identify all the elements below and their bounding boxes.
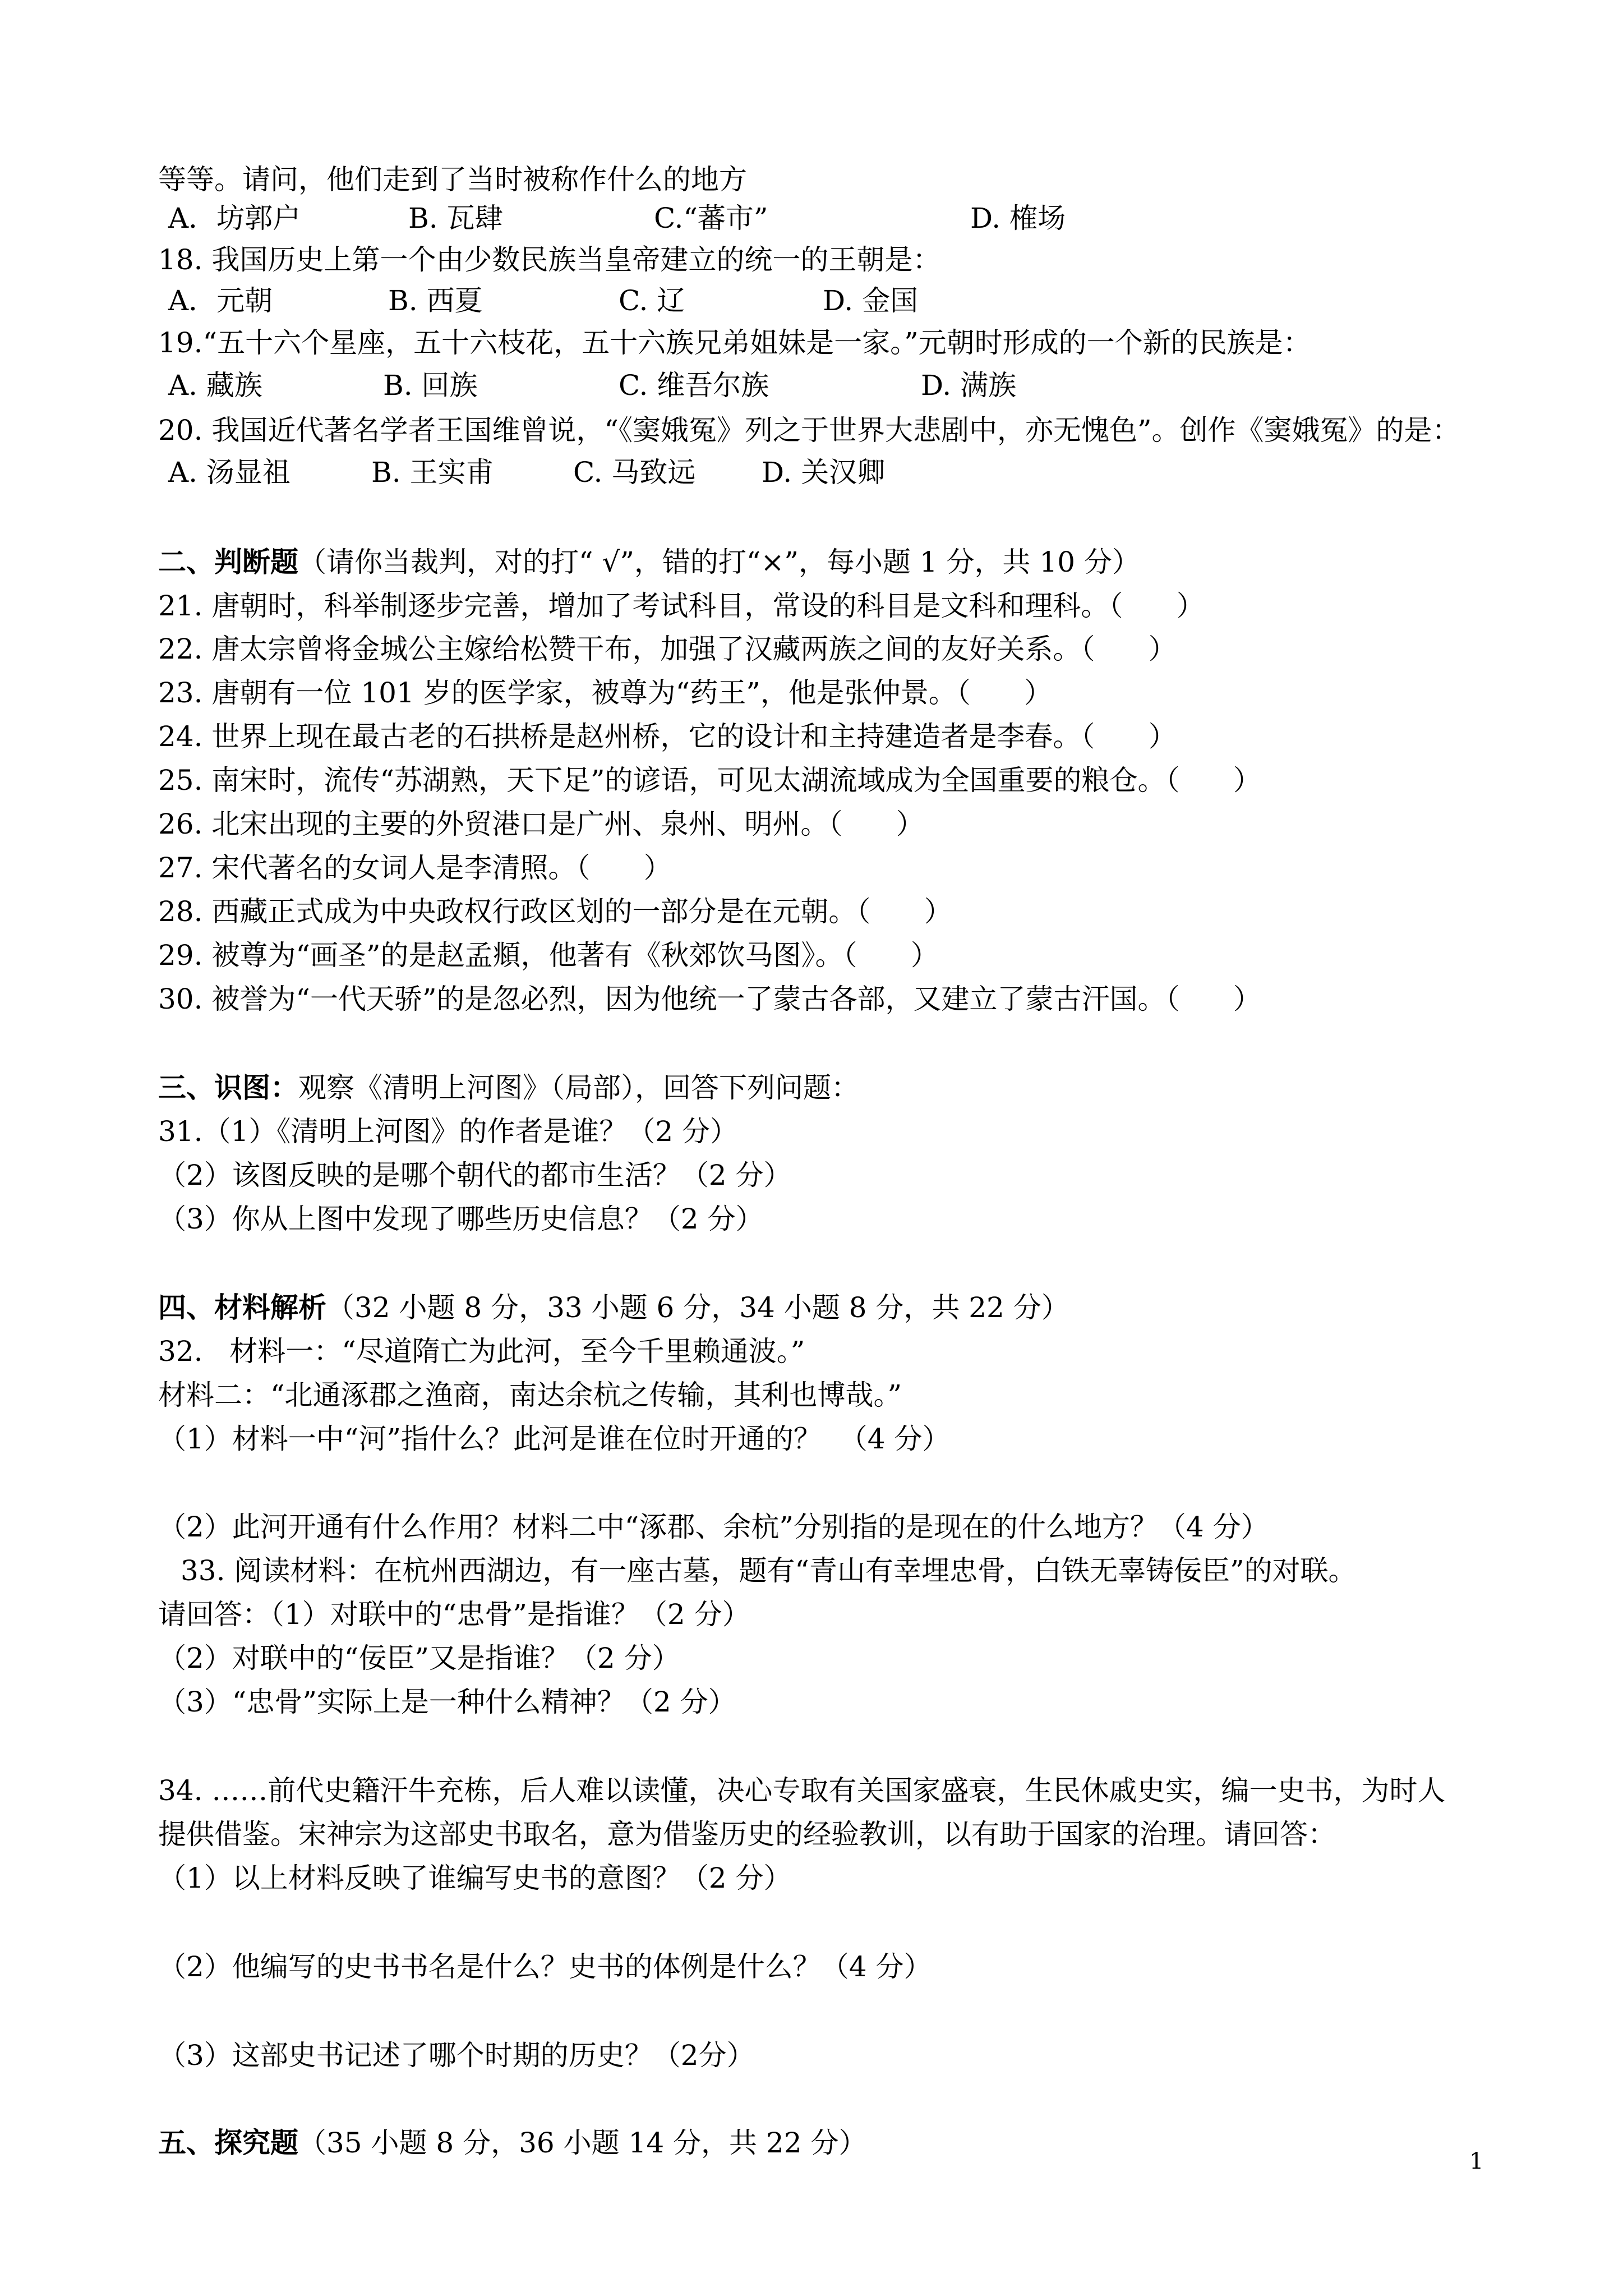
q19-text: 19.“五十六个星座，五十六枝花，五十六族兄弟姐妹是一家。”元朝时形成的一个新的民族是：	[158, 326, 1311, 359]
section4-note: （32 小题 8 分，33 小题 6 分，34 小题 8 分，共 22 分）	[326, 1291, 1069, 1324]
q33-part2: （2）对联中的“佞臣”又是指谁？（2 分）	[158, 1642, 680, 1674]
section2-heading	[158, 544, 1504, 580]
section5-title: 五、探究题	[158, 2126, 298, 2159]
q20-options	[168, 454, 1514, 490]
q17-option-b: B. 瓦肆	[408, 202, 503, 234]
q17-option-c: C.“蕃市”	[654, 202, 768, 234]
section4-heading	[158, 1290, 1504, 1326]
q20-option-b: B. 王实甫	[371, 456, 494, 489]
q34-material-line1: 34. ……前代史籍汗牛充栋，后人难以读懂，决心专取有关国家盛衰，生民休戚史实，编一史书，为时人	[158, 1774, 1446, 1807]
q31-part3: （3）你从上图中发现了哪些历史信息？（2 分）	[158, 1203, 764, 1235]
q17-tail: 等等。请问，他们走到了当时被称作什么的地方	[158, 163, 747, 196]
q18-option-c: C. 辽	[619, 284, 685, 317]
section3-note: 观察《清明上河图》（局部），回答下列问题：	[298, 1071, 859, 1104]
judge-item-22: 22. 唐太宗曾将金城公主嫁给松赞干布，加强了汉藏两族之间的友好关系。（ ）	[158, 633, 1177, 665]
judge-item-24: 24. 世界上现在最古老的石拱桥是赵州桥，它的设计和主持建造者是李春。（ ）	[158, 720, 1177, 753]
q19-option-a: A. 藏族	[168, 369, 262, 402]
q19-option-c: C. 维吾尔族	[619, 369, 769, 402]
q34-material-line2: 提供借鉴。宋神宗为这部史书取名，意为借鉴历史的经验教训，以有助于国家的治理。请回答：	[158, 1818, 1336, 1851]
q18-option-a: A．元朝	[168, 284, 273, 317]
q19-options	[168, 367, 1514, 403]
q19-option-d: D. 满族	[921, 369, 1017, 402]
q34-part2: （2）他编写的史书书名是什么？史书的体例是什么？（4 分）	[158, 1950, 932, 1983]
q18-option-b: B. 西夏	[388, 284, 483, 317]
section2-title: 二、判断题	[158, 545, 298, 578]
page-number: 1	[1469, 2148, 1484, 2174]
q19-option-b: B. 回族	[383, 369, 478, 402]
judge-item-26: 26. 北宋出现的主要的外贸港口是广州、泉州、明州。（ ）	[158, 808, 924, 840]
q20-option-c: C. 马致远	[573, 456, 696, 489]
q32-material1: 32. 材料一：“尽道隋亡为此河，至今千里赖通波。”	[158, 1335, 805, 1368]
q17-options	[168, 200, 1514, 236]
q18-options	[168, 283, 1514, 319]
section3-heading	[158, 1070, 1504, 1106]
q32-part2: （2）此河开通有什么作用？材料二中“涿郡、余杭”分别指的是现在的什么地方？（4 分）	[158, 1511, 1269, 1543]
q33-part1: 请回答：（1）对联中的“忠骨”是指谁？（2 分）	[158, 1598, 750, 1631]
q17-option-a: A．坊郭户	[168, 202, 301, 234]
section3-title: 三、识图：	[158, 1071, 298, 1104]
q31-part1: 31.（1）《清明上河图》的作者是谁？（2 分）	[158, 1115, 739, 1148]
judge-item-25: 25. 南宋时，流传“苏湖熟，天下足”的谚语，可见太湖流域成为全国重要的粮仓。（ ）	[158, 764, 1261, 797]
q18-option-d: D. 金国	[823, 284, 919, 317]
q31-part2: （2）该图反映的是哪个朝代的都市生活？（2 分）	[158, 1159, 792, 1191]
q33-part3: （3）“忠骨”实际上是一种什么精神？（2 分）	[158, 1686, 736, 1718]
q17-option-d: D. 榷场	[970, 202, 1066, 234]
q33-material: 33. 阅读材料：在杭州西湖边，有一座古墓，题有“青山有幸埋忠骨，白铁无辜铸佞臣”的对联。	[181, 1554, 1357, 1587]
q34-part1: （1）以上材料反映了谁编写史书的意图？（2 分）	[158, 1862, 792, 1894]
q20-option-d: D. 关汉卿	[762, 456, 886, 489]
judge-item-23: 23. 唐朝有一位 101 岁的医学家，被尊为“药王”，他是张仲景。（ ）	[158, 677, 1053, 709]
section4-title: 四、材料解析	[158, 1291, 326, 1324]
section5-note: （35 小题 8 分，36 小题 14 分，共 22 分）	[298, 2127, 867, 2159]
q32-material2: 材料二：“北通涿郡之渔商，南达余杭之传输，其利也博哉。”	[158, 1379, 902, 1411]
judge-item-21: 21. 唐朝时，科举制逐步完善，增加了考试科目，常设的科目是文科和理科。（ ）	[158, 590, 1205, 622]
q20-text: 20. 我国近代著名学者王国维曾说，“《窦娥冤》列之于世界大悲剧中，亦无愧色”。创作《窦娥冤》的是：	[158, 414, 1460, 447]
judge-item-30: 30. 被誉为“一代天骄”的是忽必烈，因为他统一了蒙古各部，又建立了蒙古汗国。（ ）	[158, 983, 1261, 1015]
section2-note: （请你当裁判，对的打“ √”，错的打“×”，每小题 1 分，共 10 分）	[298, 546, 1140, 578]
section5-heading	[158, 2125, 1504, 2161]
q32-part1: （1）材料一中“河”指什么？此河是谁在位时开通的？ （4 分）	[158, 1423, 951, 1455]
q34-part3: （3）这部史书记述了哪个时期的历史？（2分）	[158, 2039, 755, 2072]
q20-option-a: A. 汤显祖	[168, 456, 291, 489]
judge-item-28: 28. 西藏正式成为中央政权行政区划的一部分是在元朝。（ ）	[158, 895, 952, 928]
judge-item-27: 27. 宋代著名的女词人是李清照。（ ）	[158, 852, 672, 884]
judge-item-29: 29. 被尊为“画圣”的是赵孟頫，他著有《秋郊饮马图》。（ ）	[158, 939, 939, 972]
q18-text: 18. 我国历史上第一个由少数民族当皇帝建立的统一的王朝是：	[158, 243, 941, 276]
